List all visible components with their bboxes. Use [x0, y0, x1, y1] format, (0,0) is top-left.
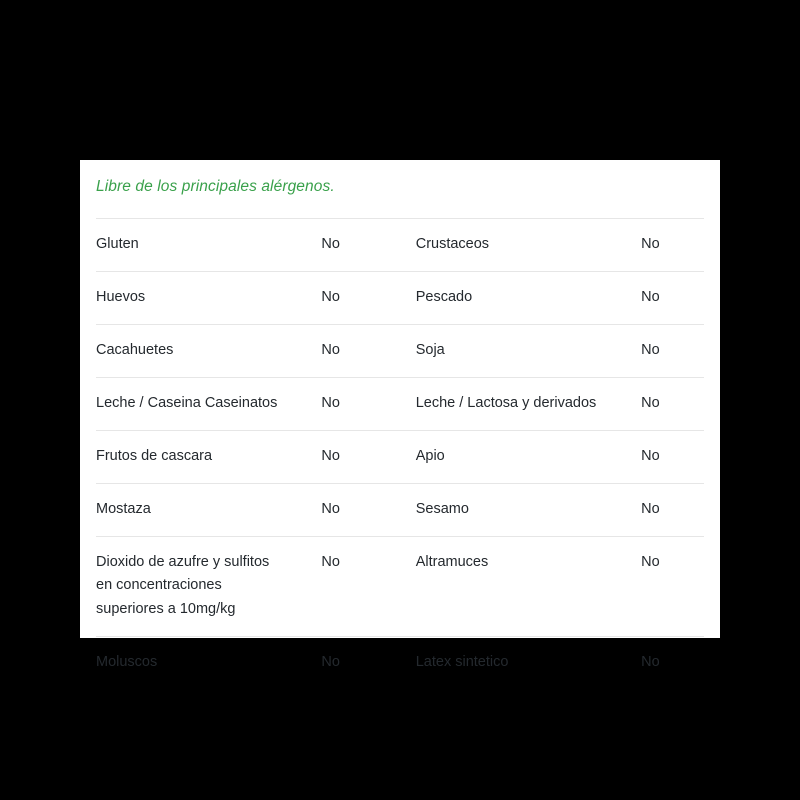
allergen-name: Pescado — [415, 288, 473, 305]
allergen-value: No — [321, 394, 340, 411]
table-row — [96, 637, 704, 689]
table-row — [96, 536, 704, 637]
allergen-panel — [80, 160, 720, 671]
allergen-name: Sesamo — [415, 500, 469, 517]
allergen-value: No — [641, 288, 660, 305]
allergen-name: Cacahuetes — [96, 341, 174, 358]
allergen-value: No — [321, 553, 340, 570]
page-title: Libre de los principales alérgenos. — [96, 178, 335, 195]
allergen-name: Leche / Lactosa y derivados — [415, 394, 597, 411]
allergen-name: Crustaceos — [415, 236, 490, 252]
allergen-name: Huevos — [96, 288, 146, 305]
table-row — [96, 483, 704, 536]
allergen-name: Frutos de cascara — [96, 447, 213, 464]
allergen-value: No — [641, 394, 660, 411]
allergen-value: No — [641, 553, 660, 570]
table-row — [96, 219, 704, 272]
table-row — [96, 377, 704, 430]
allergen-value: No — [641, 500, 660, 517]
allergen-table — [96, 218, 704, 689]
allergen-name: Dioxido de azufre y sulfitos en concentraciones superiores a 10mg/kg — [96, 553, 270, 618]
allergen-value: No — [641, 236, 660, 252]
table-row — [96, 430, 704, 483]
allergen-value: No — [321, 236, 340, 252]
allergen-name: Apio — [415, 447, 445, 464]
allergen-value: No — [321, 288, 340, 305]
allergen-name: Soja — [415, 341, 445, 358]
allergen-value: No — [321, 654, 340, 671]
allergen-value: No — [321, 341, 340, 358]
allergen-name: Leche / Caseina Caseinatos — [96, 394, 278, 411]
allergen-name: Latex sintetico — [415, 654, 509, 671]
allergen-value: No — [641, 341, 660, 358]
table-row — [96, 324, 704, 377]
allergen-value: No — [321, 500, 340, 517]
allergen-table-wrapper — [80, 218, 720, 689]
allergen-name: Moluscos — [96, 654, 158, 671]
allergen-name: Gluten — [96, 236, 139, 252]
allergen-name: Mostaza — [96, 500, 151, 517]
table-row — [96, 271, 704, 324]
allergen-name: Altramuces — [415, 553, 489, 570]
allergen-table-body — [96, 219, 704, 690]
allergen-value: No — [641, 654, 660, 671]
allergen-value: No — [641, 447, 660, 464]
allergen-value: No — [321, 447, 340, 464]
